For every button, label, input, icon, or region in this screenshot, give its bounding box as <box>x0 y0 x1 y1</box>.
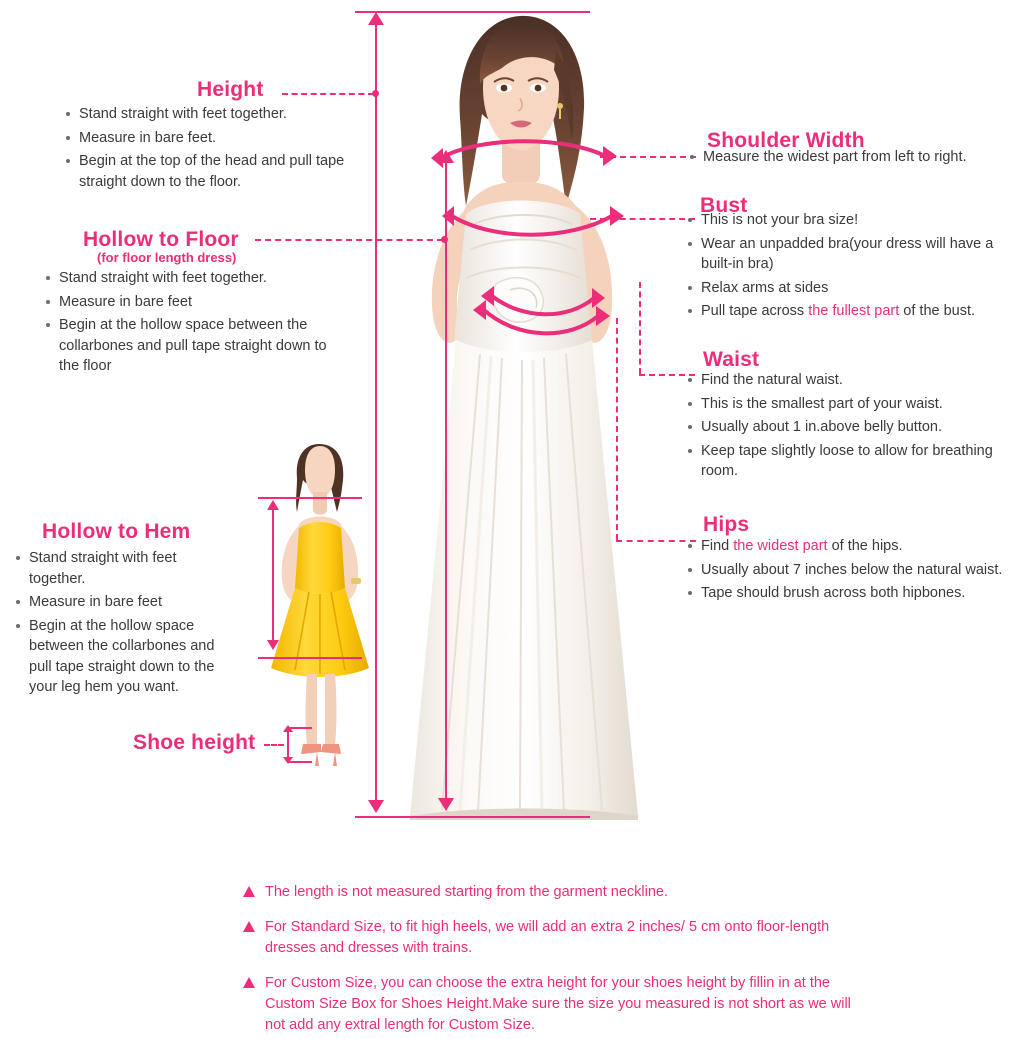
shoe-height-heading: Shoe height <box>133 731 256 754</box>
warning-triangle-icon <box>243 886 255 897</box>
list-item: Measure in bare feet <box>14 592 229 613</box>
bust-highlight: the fullest part <box>808 303 900 320</box>
height-top-line <box>355 11 590 13</box>
shoulder-width-heading: Shoulder Width <box>707 129 865 152</box>
hips-leader-line <box>616 540 696 542</box>
list-item: Tape should brush across both hipbones. <box>686 583 1008 604</box>
hips-list <box>686 536 1008 607</box>
bride-illustration <box>370 10 670 820</box>
list-item: Begin at the hollow space between the collarbones and pull tape straight down to the floor <box>44 315 344 377</box>
hollow-hem-arrow-top <box>267 500 279 510</box>
warning-triangle-icon <box>243 977 255 988</box>
list-item: Usually about 7 inches below the natural waist. <box>686 560 1008 581</box>
hips-heading: Hips <box>703 513 750 536</box>
footer-note-text: For Standard Size, to fit high heels, we will add an extra 2 inches/ 5 cm onto floor-length dresses and dresses with trains. <box>265 919 830 957</box>
list-item: Begin at the top of the head and pull tape straight down to the floor. <box>64 151 364 192</box>
hips-measure-curve <box>470 296 615 344</box>
list-item: Stand straight with feet together. <box>64 104 364 125</box>
footer-note <box>243 882 863 903</box>
list-item: This is not your bra size! <box>686 210 1011 231</box>
list-item: Find the natural waist. <box>686 370 1006 391</box>
footer-note <box>243 917 863 959</box>
hollow-to-hem-heading: Hollow to Hem <box>42 520 191 543</box>
hollow-to-floor-subheading: (for floor length dress) <box>97 250 237 265</box>
list-item: This is the smallest part of your waist. <box>686 394 1006 415</box>
footer-note-text: For Custom Size, you can choose the extra height for your shoes height by fillin in at the Custom Size Box for Shoes Height.Make sure the size you measured is not short as we will not add any extral length for Custom Size. <box>265 975 851 1034</box>
hollow-hem-top-line <box>258 497 362 499</box>
height-heading: Height <box>197 78 264 101</box>
footer-notes <box>243 882 863 1036</box>
bust-measure-curve <box>440 200 630 246</box>
short-dress-illustration <box>255 440 385 770</box>
footer-note-text: The length is not measured starting from the garment neckline. <box>265 884 668 900</box>
height-arrow-bottom <box>368 800 384 813</box>
height-leader-line <box>282 93 374 95</box>
waist-heading: Waist <box>703 348 760 371</box>
shoulder-leader-line <box>600 156 696 158</box>
warning-triangle-icon <box>243 921 255 932</box>
waist-list <box>686 370 1006 485</box>
hollow-floor-leader-line <box>255 239 443 241</box>
hollow-to-floor-list <box>44 268 344 380</box>
list-item: Stand straight with feet together. <box>44 268 344 289</box>
height-bottom-line <box>355 816 590 818</box>
bust-heading: Bust <box>700 194 748 217</box>
height-vertical-line <box>375 24 377 804</box>
shoe-height-leader-line <box>264 744 284 746</box>
list-item: Usually about 1 in.above belly button. <box>686 417 1006 438</box>
list-item: Begin at the hollow space between the collarbones and pull tape straight down to the your leg hem you want. <box>14 616 229 698</box>
hollow-hem-arrow-bottom <box>267 640 279 650</box>
bust-leader-line <box>590 218 695 220</box>
list-item: Wear an unpadded bra(your dress will have a built-in bra) <box>686 234 1011 275</box>
list-item-bust-fullest: Pull tape across the fullest part of the bust. <box>686 301 1011 322</box>
list-item: Measure the widest part from left to right. <box>688 147 1008 168</box>
hips-leader-vertical <box>616 318 618 540</box>
hollow-hem-bottom-line <box>258 657 362 659</box>
hollow-floor-arrow-bottom <box>438 798 454 811</box>
waist-leader-vertical <box>639 282 641 374</box>
hollow-floor-vertical-line <box>445 162 447 802</box>
footer-note <box>243 973 863 1036</box>
list-item: Keep tape slightly loose to allow for breathing room. <box>686 441 1006 482</box>
hollow-to-hem-list <box>14 548 229 701</box>
shoe-height-bracket <box>282 724 318 766</box>
hollow-to-floor-heading: Hollow to Floor <box>83 228 239 251</box>
hollow-hem-vertical-line <box>272 510 274 645</box>
list-item-hips-widest: Find the widest part of the hips. <box>686 536 1008 557</box>
list-item: Relax arms at sides <box>686 278 1011 299</box>
bust-list <box>686 210 1011 325</box>
list-item: Stand straight with feet together. <box>14 548 229 589</box>
shoulder-width-list <box>688 147 1008 171</box>
list-item: Measure in bare feet <box>44 292 344 313</box>
height-list <box>64 104 364 195</box>
hips-highlight: the widest part <box>733 538 828 554</box>
shoulder-measure-curve <box>425 138 625 178</box>
list-item: Measure in bare feet. <box>64 128 364 149</box>
